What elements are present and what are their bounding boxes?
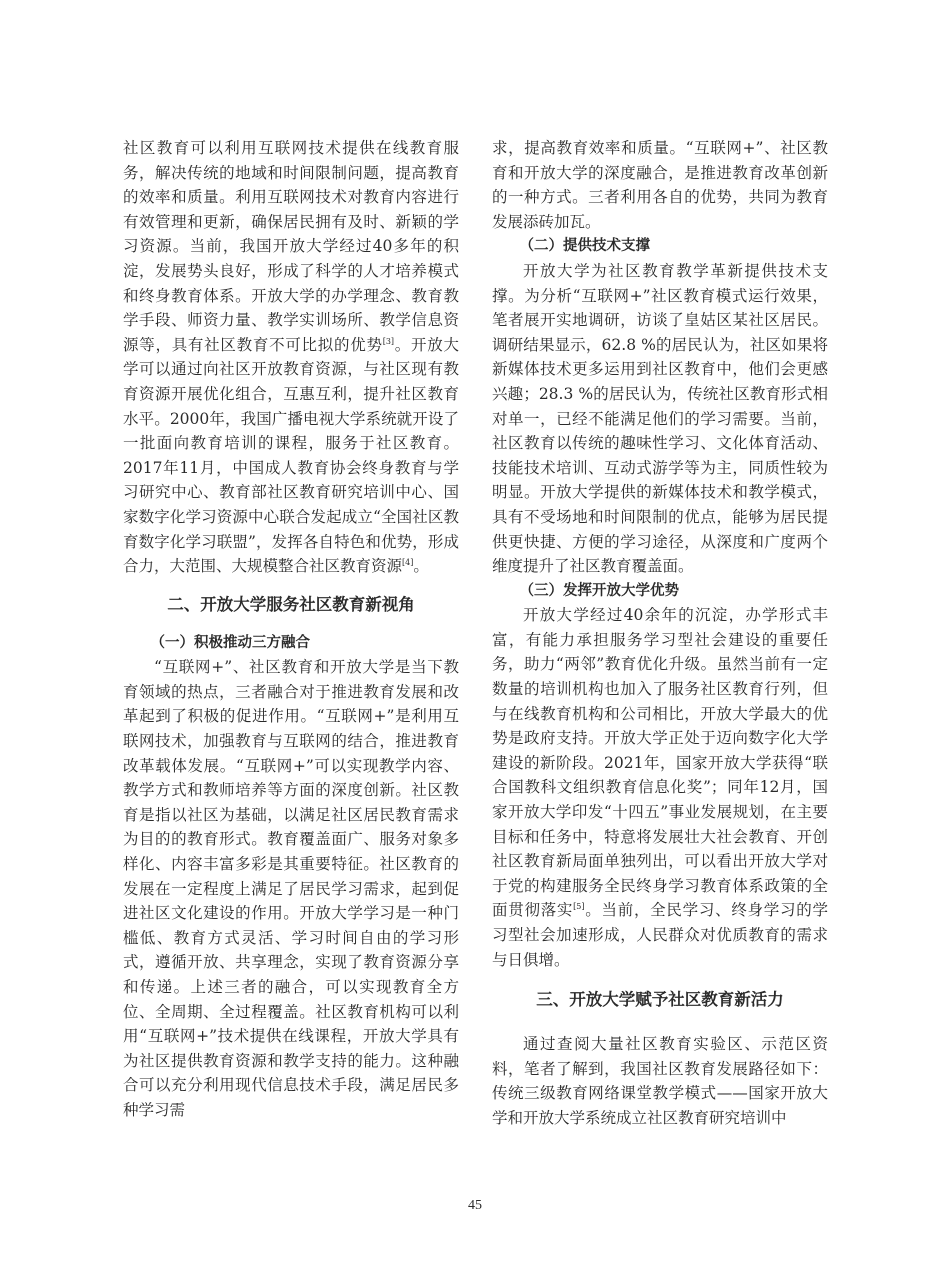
subsection-heading: （一）积极推动三方融合: [150, 634, 311, 651]
body-paragraph: 求，提高教育效率和质量。“互联网+”、社区教育和开放大学的深度融合，是推进教育改革创新的一种方式。三者利用各自的优势，共同为教育发展添砖加瓦。: [492, 139, 828, 231]
citation-ref[interactable]: [4]: [402, 557, 414, 567]
citation-ref[interactable]: [5]: [573, 902, 585, 912]
subsection-heading: （二）提供技术支撑: [519, 238, 651, 255]
right-column: [492, 136, 828, 1131]
body-paragraph: 通过查阅大量社区教育实验区、示范区资料，笔者了解到，我国社区教育发展路径如下：传统三级教育网络课堂教学模式——国家开放大学和开放大学系统成立社区教育研究培训中: [492, 1035, 828, 1127]
subsection-heading: （三）发挥开放大学优势: [519, 582, 680, 599]
body-paragraph: 开放大学经过40余年的沉淀，办学形式丰富，有能力承担服务学习型社会建设的重要任务，助力“两邻”教育优化升级。虽然当前有一定数量的培训机构也加入了服务社区教育行列，但与在线教育机构和公司相比，开放大学最大的优势是政府支持。开放大学正处于迈向数字化大学建设的新阶段。2021年，国家开放大学获得“联合国教科文组织教育信息化奖”；同年12月，国家开放大学印发“十四五”事业发展规划，在主要目标和任务中，特意将发展壮大社会教育、开创社区教育新局面单独列出，可以看出开放大学对于党的构建服务全民终身学习教育体系政策的全面贯彻落实[5]。当前，全民学习、终身学习的学习型社会加速形成，人民群众对优质教育的需求与日俱增。: [492, 606, 828, 969]
body-paragraph: 开放大学为社区教育教学革新提供技术支撑。为分析“互联网+”社区教育模式运行效果，笔者展开实地调研，访谈了皇姑区某社区居民。调研结果显示，62.8 %的居民认为，社区如果将新媒体技术更多运用到社区教育中，他们会更感兴趣；28.3 %的居民认为，传统社区教育形式相对单一，已经不能满足他们的学习需要。当前，社区教育以传统的趣味性学习、文化体育活动、技能技术培训、互动式游学等为主，同质性较为明显。开放大学提供的新媒体技术和教学模式，具有不受场地和时间限制的优点，能够为居民提供更快捷、方便的学习途径，从深度和广度两个维度提升了社区教育覆盖面。: [492, 261, 828, 576]
page-number: 45: [468, 1198, 482, 1213]
left-column: [123, 136, 459, 1123]
citation-ref[interactable]: [3]: [382, 336, 395, 346]
body-paragraph: 社区教育可以利用互联网技术提供在线教育服务，解决传统的地域和时间限制问题，提高教育的效率和质量。利用互联网技术对教育内容进行有效管理和更新，确保居民拥有及时、新颖的学习资源。当前，我国开放大学经过40多年的积淀，发展势头良好，形成了科学的人才培养模式和终身教育体系。开放大学的办学理念、教育教学手段、师资力量、教学实训场所、教学信息资源等，具有社区教育不可比拟的优势[3]。开放大学可以通过向社区开放教育资源，与社区现有教育资源开展优化组合，互惠互利，提升社区教育水平。2000年，我国广播电视大学系统就开设了一批面向教育培训的课程，服务于社区教育。2017年11月，中国成人教育协会终身教育与学习研究中心、教育部社区教育研究培训中心、国家数字化学习资源中心联合发起成立“全国社区教育数字化学习联盟”，发挥各自特色和优势，形成合力，大范围、大规模整合社区教育资源[4]。: [123, 139, 459, 576]
section-heading: 二、开放大学服务社区教育新视角: [167, 594, 415, 614]
body-paragraph: “互联网+”、社区教育和开放大学是当下教育领域的热点，三者融合对于推进教育发展和改革起到了积极的促进作用。“互联网+”是利用互联网技术，加强教育与互联网的结合，推进教育改革载体发展。“互联网+”可以实现教学内容、教学方式和教师培养等方面的深度创新。社区教育是指以社区为基础，以满足社区居民教育需求为目的的教育形式。教育覆盖面广、服务对象多样化、内容丰富多彩是其重要特征。社区教育的发展在一定程度上满足了居民学习需求，起到促进社区文化建设的作用。开放大学学习是一种门槛低、教育方式灵活、学习时间自由的学习形式，遵循开放、共享理念，实现了教育资源分享和传递。上述三者的融合，可以实现教育全方位、全周期、全过程覆盖。社区教育机构可以利用“互联网+”技术提供在线课程，开放大学具有为社区提供教育资源和教学支持的能力。这种融合可以充分利用现代信息技术手段，满足居民多种学习需: [123, 658, 459, 1119]
section-heading: 三、开放大学赋予社区教育新活力: [536, 990, 784, 1010]
